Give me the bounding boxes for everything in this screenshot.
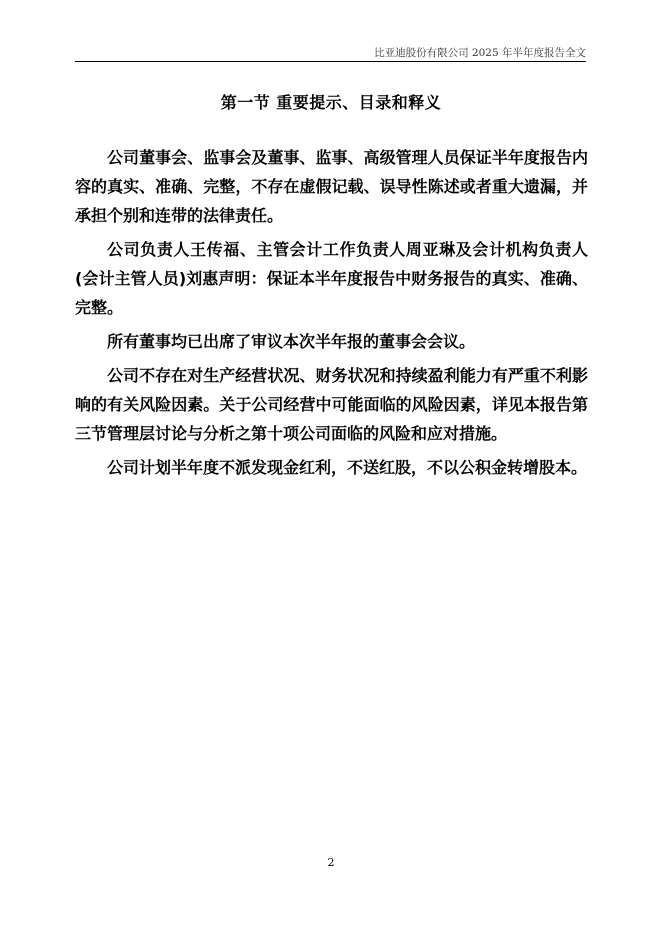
paragraph-risk-factors: 公司不存在对生产经营状况、财务状况和持续盈利能力有严重不利影响的有关风险因素。关于公司经营中可能面临的风险因素，详见本报告第三节管理层讨论与分析之第十项公司面临的风险和应对措施。	[75, 366, 588, 443]
section-title: 第一节 重要提示、目录和释义	[220, 93, 442, 112]
paragraph-board-guarantee: 公司董事会、监事会及董事、监事、高级管理人员保证半年度报告内容的真实、准确、完整，不存在虚假记载、误导性陈述或者重大遗漏，并承担个别和连带的法律责任。	[75, 148, 588, 225]
paragraph-dividend-plan: 公司计划半年度不派发现金红利，不送红股，不以公积金转增股本。	[107, 458, 588, 477]
running-header: 比亚迪股份有限公司 2025 年半年度报告全文	[374, 47, 586, 59]
header-divider	[75, 61, 586, 62]
body-content	[75, 143, 588, 487]
paragraph-board-attendance: 所有董事均已出席了审议本次半年报的董事会会议。	[107, 332, 476, 351]
paragraph-officer-statement: 公司负责人王传福、主管会计工作负责人周亚琳及会计机构负责人(会计主管人员)刘惠声明：保证本半年度报告中财务报告的真实、准确、完整。	[75, 240, 588, 317]
page-number: 2	[327, 856, 335, 869]
